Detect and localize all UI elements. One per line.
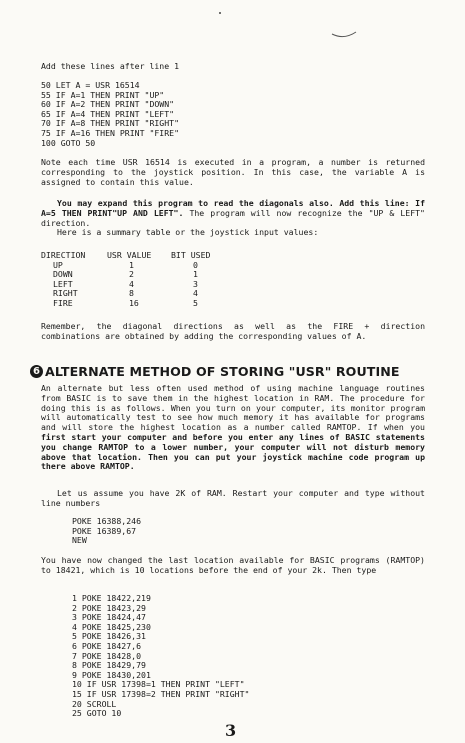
table-cell: 16	[129, 297, 139, 308]
remember-paragraph: Remember, the diagonal directions as well as the FIRE + direction combinations are obtained by adding the corresponding values of A.	[41, 321, 425, 341]
scan-mark	[330, 24, 360, 40]
table-header-bit-used: BIT USED	[171, 250, 211, 260]
code-block-2	[72, 594, 249, 719]
page-number: 3	[225, 721, 237, 740]
table-cell: RIGHT	[53, 288, 78, 299]
code-line: 15 IF USR 17398=2 THEN PRINT "RIGHT"	[72, 688, 250, 699]
table-cell: 8	[129, 288, 134, 299]
table-cell: 4	[129, 278, 134, 289]
code-line: 10 IF USR 17398=1 THEN PRINT "LEFT"	[72, 679, 245, 690]
code-line: NEW	[72, 535, 87, 546]
code-line: 6 POKE 18427,6	[72, 640, 142, 651]
table-cell: UP	[53, 259, 63, 270]
assume-paragraph: Let us assume you have 2K of RAM. Restart your computer and type without line numbers	[41, 488, 425, 508]
code-line: 70 IF A=8 THEN PRINT "RIGHT"	[41, 118, 180, 129]
code-line: POKE 16389,67	[72, 525, 137, 536]
section-title: ALTERNATE METHOD OF STORING "USR" ROUTINE	[45, 364, 400, 379]
code-line: 75 IF A=16 THEN PRINT "FIRE"	[41, 127, 180, 138]
code-line: 55 IF A=1 THEN PRINT "UP"	[41, 89, 165, 100]
code-line: 3 POKE 18424,47	[72, 612, 146, 623]
code-line: 5 POKE 18426,31	[72, 631, 146, 642]
alternate-paragraph-bold: first start your computer and before you enter any lines of BASIC statements you change RAMTOP to a lower number, your computer will not disturb memory above that location. Then you can put your joystick machine code program up there above RAMTOP.	[41, 431, 425, 472]
alternate-paragraph	[41, 384, 425, 472]
code-line: 60 IF A=2 THEN PRINT "DOWN"	[41, 99, 175, 110]
code-line: POKE 16388,246	[72, 516, 142, 526]
code-line: 25 GOTO 10	[72, 708, 122, 719]
table-row	[41, 299, 210, 309]
code-line: 50 LET A = USR 16514	[41, 80, 140, 90]
poke-block	[72, 517, 141, 546]
table-header-usr-value: USR VALUE	[107, 250, 152, 260]
joystick-summary-table	[41, 251, 210, 309]
section-heading	[30, 364, 400, 379]
summary-intro: Here is a summary table or the joystick input values:	[57, 227, 319, 237]
note-paragraph: Note each time USR 16514 is executed in a program, a number is returned corresponding to the joystick position. In this case, the variable A is assigned to contain this value.	[41, 157, 425, 187]
table-cell: LEFT	[53, 278, 73, 289]
table-cell: DOWN	[53, 269, 73, 280]
code-line: 65 IF A=4 THEN PRINT "LEFT"	[41, 108, 175, 119]
table-header-direction: DIRECTION	[41, 250, 86, 260]
code-line: 100 GOTO 50	[41, 137, 96, 148]
code-line: 2 POKE 18423,29	[72, 602, 146, 613]
expand-paragraph-lead: You may expand this program to read the diagonals also. Add this line: If A=5 THEN PRINT"UP AND LEFT".	[41, 198, 425, 218]
table-header-row	[41, 251, 210, 261]
table-cell: 2	[129, 269, 134, 280]
table-cell: 4	[193, 288, 198, 299]
expand-paragraph-tail: The program will now recognize the "UP & LEFT" direction.	[41, 207, 425, 228]
table-cell: FIRE	[53, 297, 73, 308]
table-cell: 1	[129, 259, 134, 270]
table-cell: 3	[193, 278, 198, 289]
table-cell: 1	[193, 269, 198, 280]
code-line: 9 POKE 18430,201	[72, 669, 151, 680]
section-number-icon: 6	[30, 365, 43, 378]
code-block-1	[41, 81, 179, 148]
code-line: 20 SCROLL	[72, 698, 117, 709]
scan-mark	[217, 10, 223, 16]
changed-paragraph: You have now changed the last location available for BASIC programs (RAMTOP) to 18421, which is 10 locations before the end of your 2k. Then type	[41, 555, 425, 575]
code-line: 4 POKE 18425,230	[72, 621, 151, 632]
table-cell: 0	[193, 259, 198, 270]
code-line: 1 POKE 18422,219	[72, 593, 151, 603]
table-cell: 5	[193, 297, 198, 308]
intro-line: Add these lines after line 1	[41, 61, 180, 71]
alternate-paragraph-lead: An alternate but less often used method of using machine language routines from BASIC is to save them in the highest location in RAM. The procedure for doing this is as follows. When you turn on your computer, its monitor program will automatically test to see how much memory it has available for programs and will store the highest location as a number called RAMTOP. If when you	[41, 383, 425, 433]
code-line: 8 POKE 18429,79	[72, 660, 146, 671]
code-line: 7 POKE 18428,0	[72, 650, 142, 661]
expand-paragraph	[41, 199, 425, 228]
